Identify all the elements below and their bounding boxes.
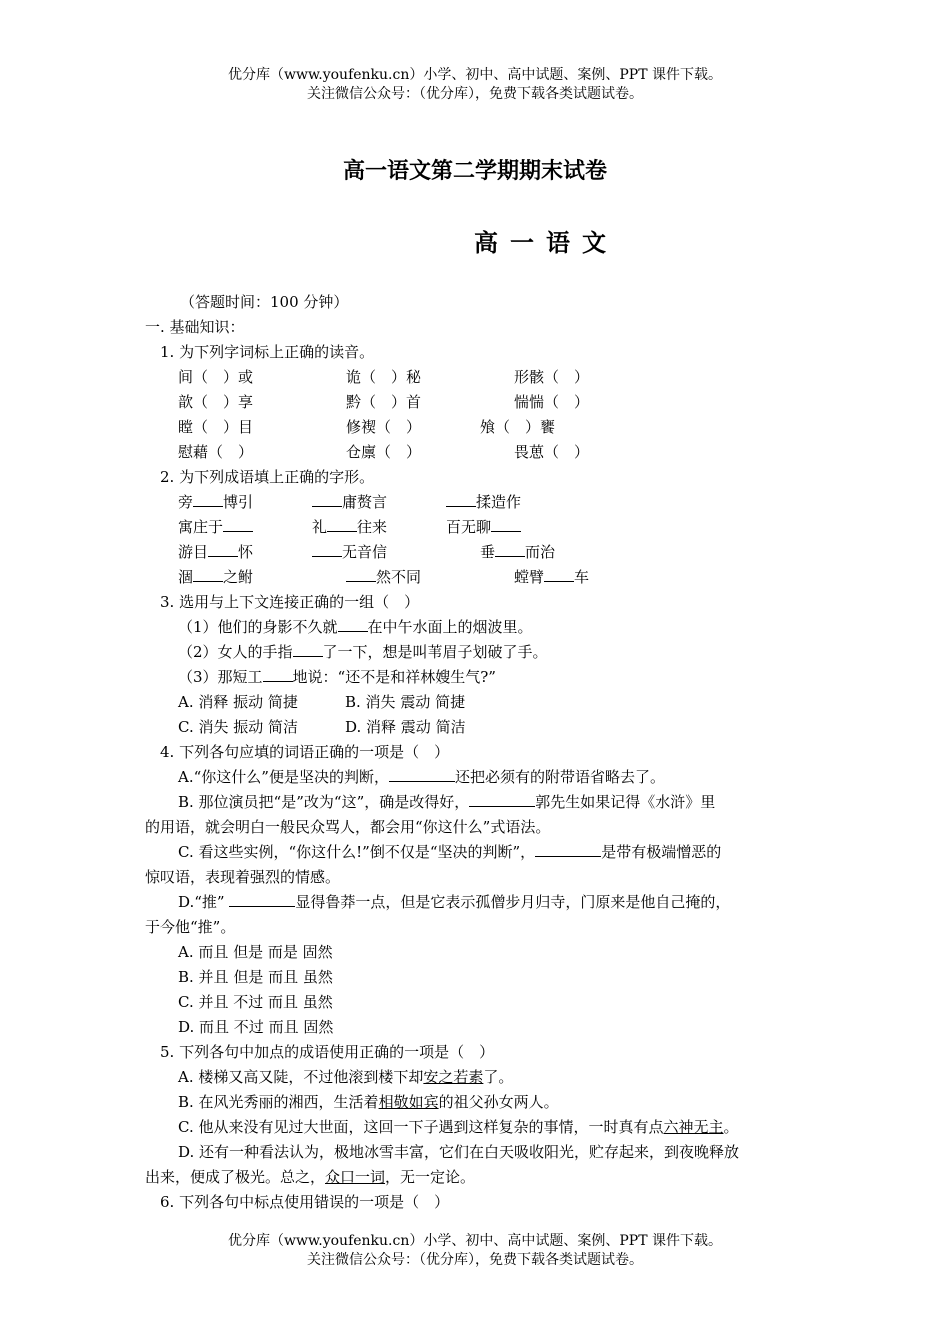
q2-idiom: 涸 之鲋 [178,568,254,586]
header-line-1: 优分库（www.youfenku.cn）小学、初中、高中试题、案例、PPT 课件下载。 [227,67,722,83]
q1-item: 惴惴（ ） [514,393,590,411]
page-title: 高一语文第二学期期末试卷 [342,158,607,184]
q4-sentence-c-cont: 惊叹语，表现着强烈的情感。 [145,868,341,886]
q1-item: 慰藉（ ） [178,443,254,461]
q4-sentence-c: C. 看这些实例，“你这什么!”倒不仅是“坚决的判断”， 是带有极端憎恶的 [178,843,722,861]
q1-item: 歆（ ）享 [178,393,254,411]
time-note: （答题时间：100 分钟） [180,293,349,311]
q4-sentence-b-cont: 的用语，就会明白一般民众骂人，都会用“你这什么”式语法。 [145,818,551,836]
q2-idiom: 无音信 [312,542,387,562]
q2-idiom: 垂 而治 [480,543,556,561]
q1-item: 畏葸（ ） [514,443,590,461]
q2-idiom: 揉造作 [446,492,521,512]
q2-idiom: 百无聊 [446,517,521,537]
q5-option-d-cont: 出来，便成了极光。总之，众口一词，无一定论。 [145,1168,476,1186]
q1-item: 瞠（ ）目 [178,418,254,436]
q2-stem: 2. 为下列成语填上正确的字形。 [160,468,375,486]
q2-idiom: 游目 怀 [178,543,254,561]
q1-stem: 1. 为下列字词标上正确的读音。 [160,343,375,361]
q3-sentence-2: （2）女人的手指 了一下，想是叫苇眉子划破了手。 [178,643,548,661]
q4-stem: 4. 下列各句应填的词语正确的一项是（ ） [160,743,450,761]
header-line-2: 关注微信公众号：（优分库），免费下载各类试题试卷。 [307,86,643,102]
footer-line-2: 关注微信公众号：（优分库），免费下载各类试题试卷。 [307,1252,643,1268]
q5-option-b: B. 在风光秀丽的湘西，生活着相敬如宾的祖父孙女两人。 [178,1093,559,1111]
q3-sentence-3: （3）那短工 地说：“还不是和祥林嫂生气?” [178,668,496,686]
q1-item: 间（ ）或 [178,368,254,386]
q4-option-a: A. 而且 但是 而是 固然 [178,943,333,961]
q4-sentence-d: D.“推” 显得鲁莽一点，但是它表示孤僧步月归寺，门原来是他自己掩的， [178,893,731,911]
q1-item: 飧（ ）饔 [480,418,556,436]
page-subtitle: 高一语文 [474,228,618,257]
q3-option-b: B. 消失 震动 简捷 [345,693,466,711]
q2-idiom: 然不同 [346,567,421,587]
q4-sentence-a: A.“你这什么”便是坚决的判断， 还把必须有的附带语省略去了。 [178,768,665,786]
q5-option-c: C. 他从来没有见过大世面，这回一下子遇到这样复杂的事情，一时真有点六神无主。 [178,1118,739,1136]
q4-option-b: B. 并且 但是 而且 虽然 [178,968,333,986]
q3-stem: 3. 选用与上下文连接正确的一组（ ） [160,593,420,611]
q1-item: 形骸（ ） [514,368,590,386]
section-heading: 一. 基础知识： [145,318,245,336]
q4-sentence-b: B. 那位演员把“是”改为“这”，确是改得好， 郭先生如果记得《水浒》里 [178,793,716,811]
q1-item: 诡（ ）秘 [346,368,422,386]
q3-option-a: A. 消释 振动 简捷 [178,693,298,711]
q3-option-c: C. 消失 振动 简洁 [178,718,299,736]
q3-option-d: D. 消释 震动 简洁 [345,718,466,736]
q1-item: 修褉（ ） [346,418,422,436]
q4-sentence-d-cont: 于今他“推”。 [145,918,236,936]
q2-idiom: 礼 往来 [312,518,388,536]
footer-line-1: 优分库（www.youfenku.cn）小学、初中、高中试题、案例、PPT 课件下载。 [227,1233,722,1249]
q2-idiom: 寓庄于 [178,517,253,537]
q2-idiom: 旁 博引 [178,493,254,511]
q4-option-c: C. 并且 不过 而且 虽然 [178,993,333,1011]
q5-stem: 5. 下列各句中加点的成语使用正确的一项是（ ） [160,1043,495,1061]
q6-stem: 6. 下列各句中标点使用错误的一项是（ ） [160,1193,450,1211]
q2-idiom: 庸赘言 [312,492,387,512]
q4-option-d: D. 而且 不过 而且 固然 [178,1018,334,1036]
q5-option-d: D. 还有一种看法认为，极地冰雪丰富，它们在白天吸收阳光，贮存起来，到夜晚释放 [178,1143,740,1161]
q3-sentence-1: （1）他们的身影不久就 在中午水面上的烟波里。 [178,618,533,636]
q5-option-a: A. 楼梯又高又陡，不过他滚到楼下却安之若素了。 [178,1068,514,1086]
q1-item: 仓廪（ ） [346,443,422,461]
q1-item: 黔（ ）首 [346,393,422,411]
q2-idiom: 螳臂 车 [514,568,590,586]
